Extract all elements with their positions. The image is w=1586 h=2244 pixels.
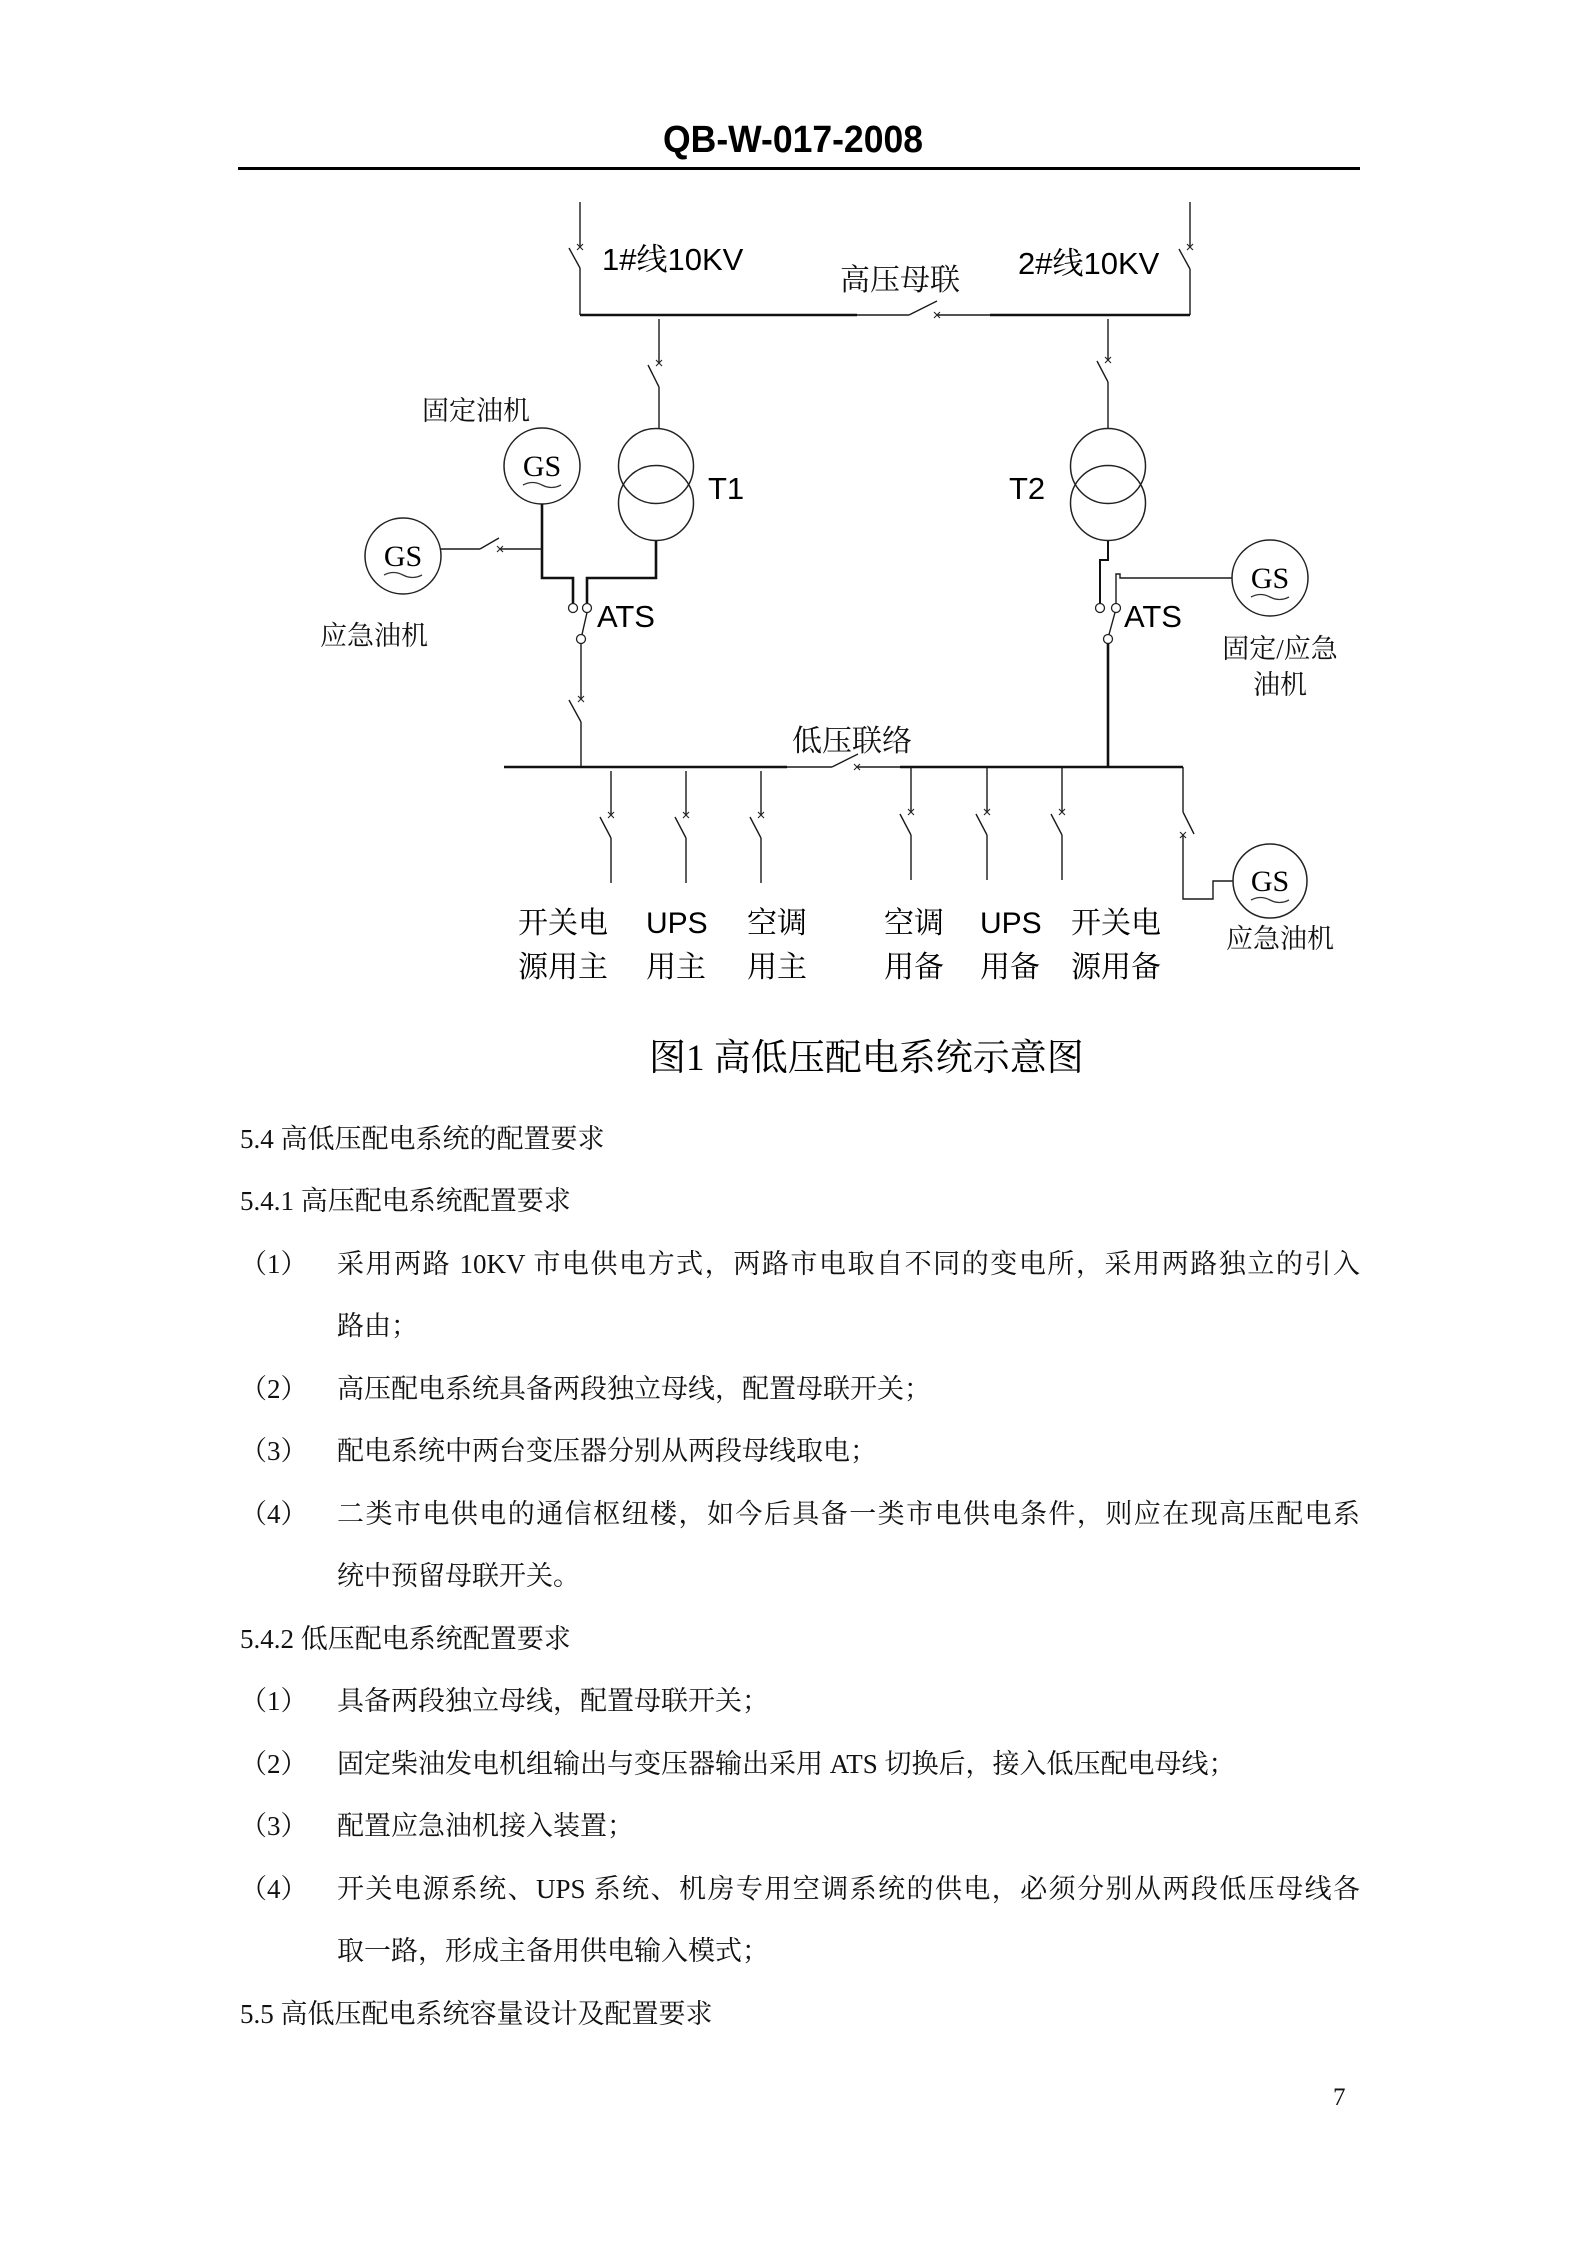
feeder-label-line2: 用主 — [747, 951, 807, 984]
generator-gs-label: GS — [1250, 562, 1290, 595]
t2-output-wire — [1100, 541, 1108, 604]
figure-caption: 图1 高低压配电系统示意图 — [649, 1038, 1084, 1079]
section-heading — [0, 1983, 1586, 2046]
list-item-text: 配置应急油机接入装置； — [337, 1811, 634, 1842]
list-item-continuation — [0, 1295, 1586, 1358]
list-item — [0, 1358, 1586, 1421]
feeder-label-line2: 用备 — [980, 951, 1040, 984]
generator-fixed-left — [422, 396, 580, 604]
breaker-blade-icon — [900, 814, 911, 835]
breaker-blade-icon — [675, 817, 686, 838]
ats-blade-icon — [1109, 613, 1115, 635]
breaker-blade-icon — [750, 817, 761, 838]
feeder-label-line1: UPS — [980, 907, 1042, 940]
incoming-line-2 — [1018, 202, 1193, 315]
power-distribution-diagram — [0, 0, 1586, 1010]
feeder-aircon-backup — [900, 767, 914, 880]
list-item — [0, 1795, 1586, 1858]
section-heading-text: 5.4.2 低压配电系统配置要求 — [240, 1623, 571, 1654]
list-item-number: （2） — [240, 1373, 308, 1404]
incoming-line-1-label: 1#线10KV — [602, 242, 744, 277]
list-item — [0, 1858, 1586, 1921]
document-code-text: QB-W-017-2008 — [663, 119, 923, 161]
feeder-label-line2: 源用备 — [1071, 951, 1161, 984]
transformer-t1-label: T1 — [708, 471, 745, 506]
feeder-label-line1: UPS — [646, 907, 708, 940]
feeder-aircon-main — [750, 771, 764, 883]
fixed-emergency-generator-label-line2: 油机 — [1253, 670, 1307, 700]
generator-wave-icon — [1251, 595, 1289, 600]
generator-emergency-left — [320, 518, 542, 651]
list-item-text: 高压配电系统具备两段独立母线，配置母联开关； — [337, 1373, 931, 1404]
list-item-number: （1） — [240, 1248, 308, 1279]
breaker-blade-icon — [600, 817, 611, 838]
hv-bus-tie-blade-icon — [909, 301, 937, 315]
breaker-blade-icon — [648, 365, 659, 387]
feeder-label-line1: 开关电 — [1071, 907, 1161, 940]
fixed-generator-left-label: 固定油机 — [422, 396, 530, 426]
list-item-text: 具备两段独立母线，配置母联开关； — [337, 1686, 769, 1717]
breaker-blade-icon — [1051, 814, 1062, 835]
section-heading — [0, 1608, 1586, 1671]
feeder-label-line1: 空调 — [884, 907, 944, 940]
list-item-number: （3） — [240, 1436, 308, 1467]
list-item-number: （4） — [240, 1873, 308, 1904]
list-item-number: （4） — [240, 1498, 308, 1529]
section-heading — [0, 1170, 1586, 1233]
fixed-emergency-generator-label-line1: 固定/应急 — [1222, 634, 1338, 664]
transformer-t2-branch — [1009, 319, 1146, 604]
lv-bus — [504, 725, 1183, 770]
hv-bus-tie-label: 高压母联 — [840, 264, 960, 297]
feeder-switch-power-backup — [1051, 767, 1065, 880]
breaker-blade-icon — [1183, 812, 1194, 834]
page-number: 7 — [1333, 2084, 1346, 2111]
list-item — [0, 1420, 1586, 1483]
generator-emergency-right — [1180, 767, 1334, 954]
list-item-text: 固定柴油发电机组输出与变压器输出采用 ATS 切换后，接入低压配电母线； — [337, 1748, 1236, 1779]
ats-contact-icon — [1104, 635, 1113, 644]
list-item-text: 二类市电供电的通信枢纽楼，如今后具备一类市电供电条件，则应在现高压配电系 — [337, 1498, 1360, 1529]
feeder-ups-main — [675, 771, 689, 883]
generator-wave-icon — [523, 483, 561, 488]
incoming-line-1 — [569, 202, 744, 315]
feeder-labels — [518, 907, 1161, 984]
incoming-line-2-label: 2#线10KV — [1018, 246, 1160, 281]
list-item — [0, 1670, 1586, 1733]
emergency-feeder-wire — [1183, 767, 1233, 899]
ats-right — [1096, 599, 1183, 767]
list-item-text: 开关电源系统、UPS 系统、机房专用空调系统的供电，必须分别从两段低压母线各 — [337, 1873, 1360, 1904]
list-item — [0, 1483, 1586, 1546]
body-text — [0, 1108, 1586, 2046]
list-item-number: （1） — [240, 1686, 308, 1717]
list-item-number: （3） — [240, 1811, 308, 1842]
list-item — [0, 1233, 1586, 1296]
list-item-text: 统中预留母联开关。 — [337, 1561, 580, 1592]
generator-gs-label: GS — [1250, 865, 1290, 898]
section-heading-text: 5.5 高低压配电系统容量设计及配置要求 — [240, 1998, 713, 2029]
ats-left-label: ATS — [597, 599, 655, 634]
emergency-generator-right-label: 应急油机 — [1226, 924, 1334, 954]
transformer-t2-label: T2 — [1009, 471, 1046, 506]
section-heading-text: 5.4.1 高压配电系统配置要求 — [240, 1186, 571, 1217]
list-item-text: 采用两路 10KV 市电供电方式，两路市电取自不同的变电所，采用两路独立的引入 — [337, 1248, 1360, 1279]
ats-right-label: ATS — [1124, 599, 1182, 634]
generator-wave-icon — [384, 573, 422, 578]
section-heading — [0, 1108, 1586, 1171]
t1-output-wire — [587, 541, 656, 604]
ats-contact-icon — [569, 604, 578, 613]
ats-contact-icon — [583, 604, 592, 613]
feeder-label-line2: 用主 — [646, 951, 706, 984]
generator-wave-icon — [1251, 898, 1289, 903]
feeder-label-line2: 源用主 — [518, 951, 608, 984]
ats-contact-icon — [1112, 604, 1121, 613]
fixed-generator-output-wire — [542, 504, 573, 604]
feeder-label-line1: 开关电 — [518, 907, 608, 940]
ats-contact-icon — [577, 635, 586, 644]
list-item-continuation — [0, 1920, 1586, 1983]
list-item-number: （2） — [240, 1748, 308, 1779]
transformer-t1-branch — [587, 319, 744, 604]
section-heading-text: 5.4 高低压配电系统的配置要求 — [240, 1123, 605, 1154]
list-item — [0, 1733, 1586, 1796]
ats-contact-icon — [1096, 604, 1105, 613]
feeder-ups-backup — [976, 767, 990, 880]
breaker-blade-icon — [569, 700, 581, 722]
generator-gs-label: GS — [522, 450, 562, 483]
generator-gs-label: GS — [383, 540, 423, 573]
breaker-blade-icon — [569, 248, 580, 268]
emergency-generator-left-label: 应急油机 — [320, 621, 428, 651]
lv-bus-tie-label: 低压联络 — [792, 725, 912, 758]
ats-left — [569, 599, 656, 767]
breaker-blade-icon — [976, 814, 987, 835]
ats-blade-icon — [582, 613, 587, 635]
breaker-blade-icon — [1179, 249, 1190, 269]
list-item-continuation — [0, 1545, 1586, 1608]
list-item-text: 配电系统中两台变压器分别从两段母线取电； — [337, 1436, 877, 1467]
breaker-blade-icon — [1097, 361, 1108, 382]
list-item-text: 路由； — [337, 1311, 418, 1342]
feeder-switch-power-main — [600, 771, 614, 883]
feeder-label-line2: 用备 — [884, 951, 944, 984]
list-item-text: 取一路，形成主备用供电输入模式； — [337, 1936, 769, 1967]
breaker-blade-icon — [480, 538, 499, 549]
feeder-label-line1: 空调 — [747, 907, 807, 940]
